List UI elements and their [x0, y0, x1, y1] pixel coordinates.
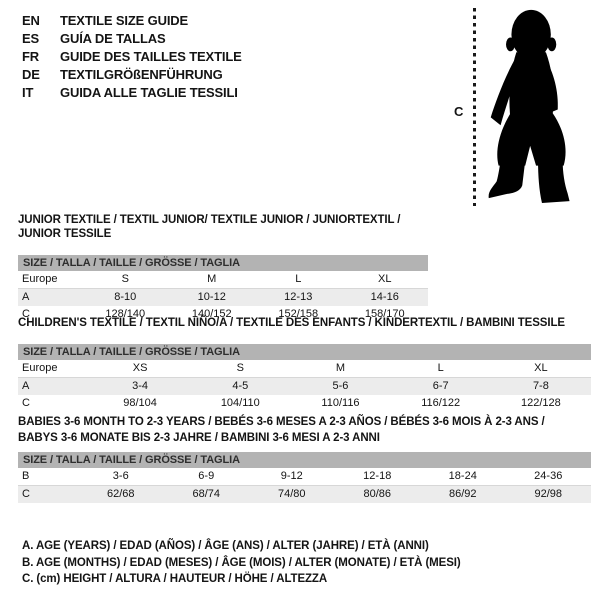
row-label: C	[22, 397, 30, 409]
value-cell: 80/86	[363, 488, 392, 500]
lang-label: GUIDA ALLE TAGLIE TESSILI	[60, 85, 238, 100]
value-cell: 68/74	[192, 488, 221, 500]
row-label: A	[22, 291, 30, 303]
lang-row-fr	[22, 48, 242, 66]
junior-table-title: JUNIOR TEXTILE / TEXTIL JUNIOR/ TEXTILE JUNIOR / JUNIORTEXTIL / JUNIOR TESSILE	[18, 214, 401, 240]
size-header-bar: SIZE / TALLA / TAILLE / GRÖSSE / TAGLIA	[18, 452, 591, 468]
size-cell: S	[236, 362, 244, 374]
size-header-bar: SIZE / TALLA / TAILLE / GRÖSSE / TAGLIA	[18, 344, 591, 360]
value-cell: 158/170	[364, 308, 405, 320]
value-cell: 140/152	[191, 308, 232, 320]
lang-code: EN	[22, 13, 40, 28]
junior-table	[18, 255, 428, 323]
lang-row-it	[22, 84, 242, 102]
value-cell: 152/158	[278, 308, 319, 320]
lang-code: ES	[22, 31, 40, 46]
value-cell: 14-16	[370, 291, 399, 303]
value-cell: 24-36	[534, 470, 563, 482]
lang-row-es	[22, 30, 242, 48]
legend-line-c: C. (cm) HEIGHT / ALTURA / HAUTEUR / HÖHE / ALTEZZA	[22, 573, 328, 585]
value-cell: 18-24	[448, 470, 477, 482]
lang-label: GUIDE DES TAILLES TEXTILE	[60, 49, 242, 64]
row-label: Europe	[22, 362, 58, 374]
value-cell: 3-4	[132, 380, 149, 392]
lang-label: TEXTILGRÖßENFÜHRUNG	[60, 67, 223, 82]
size-cell: M	[207, 273, 217, 285]
row-label: Europe	[22, 273, 58, 285]
value-cell: 7-8	[532, 380, 549, 392]
value-cell: 10-12	[197, 291, 226, 303]
value-cell: 104/110	[220, 397, 260, 409]
table-row-europe	[18, 360, 591, 378]
row-label: C	[22, 308, 30, 320]
children-table	[18, 344, 591, 412]
size-cell: L	[295, 273, 302, 285]
value-cell: 128/140	[105, 308, 146, 320]
value-cell: 92/98	[534, 488, 563, 500]
children-table-title: CHILDREN'S TEXTILE / TEXTIL NIÑO/A / TEXTILE DES ENFANTS / KINDERTEXTIL / BAMBINI TESSILE	[18, 317, 565, 329]
size-cell: XL	[378, 273, 392, 285]
value-cell: 9-12	[280, 470, 303, 482]
height-measure-dashed-line	[473, 8, 476, 206]
value-cell: 86/92	[448, 488, 477, 500]
value-cell: 6-7	[432, 380, 449, 392]
value-cell: 62/68	[106, 488, 135, 500]
legend-line-b: B. AGE (MONTHS) / EDAD (MESES) / ÂGE (MOIS) / ALTER (MONATE) / ETÀ (MESI)	[22, 556, 461, 569]
size-cell: L	[437, 362, 444, 374]
lang-code: DE	[22, 67, 40, 82]
value-cell: 12-13	[284, 291, 313, 303]
value-cell: 6-9	[198, 470, 215, 482]
value-cell: 4-5	[232, 380, 249, 392]
lang-label: TEXTILE SIZE GUIDE	[60, 13, 189, 28]
size-cell: S	[121, 273, 129, 285]
babies-table-title	[18, 414, 591, 446]
value-cell: 12-18	[363, 470, 392, 482]
size-cell: XL	[534, 362, 548, 374]
value-cell: 98/104	[123, 397, 157, 409]
value-cell: 110/116	[321, 397, 360, 409]
size-cell: M	[335, 362, 346, 374]
baby-silhouette-icon	[484, 5, 596, 207]
row-label: C	[22, 488, 30, 500]
table-row-a	[18, 289, 428, 306]
lang-code: IT	[22, 85, 34, 100]
babies-table-section	[18, 414, 591, 503]
lang-row-de	[22, 66, 242, 84]
value-cell: 116/122	[421, 397, 461, 409]
value-cell: 3-6	[112, 470, 129, 482]
value-cell: 74/80	[277, 488, 306, 500]
size-cell: XS	[132, 362, 148, 374]
babies-table	[18, 452, 591, 503]
row-label: A	[22, 380, 30, 392]
table-row-c	[18, 395, 591, 412]
lang-code: FR	[22, 49, 40, 64]
table-row-europe	[18, 271, 428, 289]
junior-table-section	[18, 213, 428, 323]
value-cell: 5-6	[332, 380, 349, 392]
babies-title-line1: BABIES 3-6 MONTH TO 2-3 YEARS / BEBÉS 3-6 MESES A 2-3 AÑOS / BÉBÉS 3-6 MOIS À 2-3 ANS /	[18, 416, 545, 428]
lang-row-en	[22, 12, 242, 30]
children-table-section	[18, 316, 591, 412]
value-cell: 8-10	[114, 291, 137, 303]
footnote-legend	[22, 538, 461, 588]
height-measure-label: C	[454, 104, 464, 119]
lang-label: GUÍA DE TALLAS	[60, 31, 166, 46]
table-row-b	[18, 468, 591, 486]
size-header-bar: SIZE / TALLA / TAILLE / GRÖSSE / TAGLIA	[18, 255, 428, 271]
value-cell: 122/128	[521, 397, 561, 409]
table-row-c	[18, 486, 591, 503]
legend-line-a: A. AGE (YEARS) / EDAD (AÑOS) / ÂGE (ANS) / ALTER (JAHRE) / ETÀ (ANNI)	[22, 540, 429, 552]
table-row-a	[18, 378, 591, 395]
row-label: B	[22, 470, 30, 482]
language-guide-header	[22, 12, 242, 102]
babies-title-line2: BABYS 3-6 MONATE BIS 2-3 JAHRE / BAMBINI 3-6 MESI A 2-3 ANNI	[18, 432, 380, 444]
